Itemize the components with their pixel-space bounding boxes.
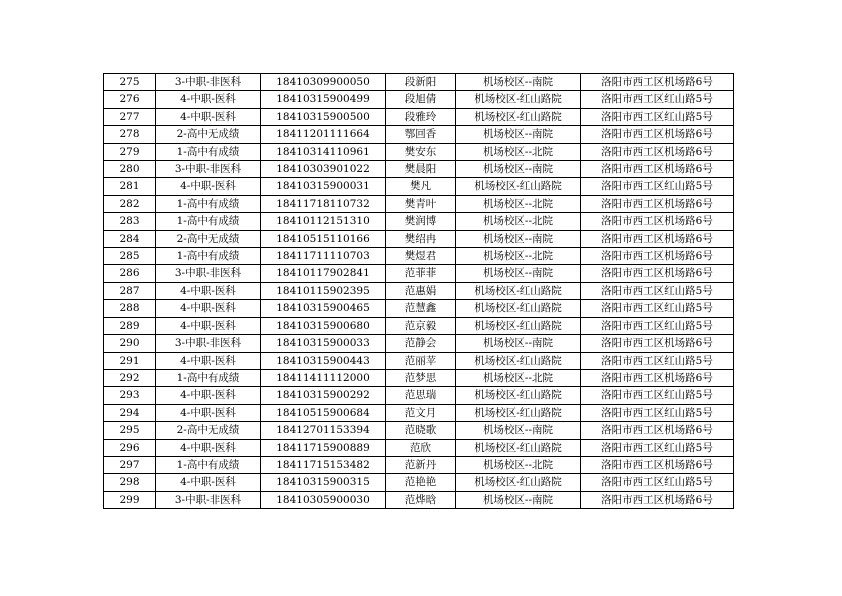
- address-cell: 洛阳市西工区红山路5号: [581, 300, 734, 317]
- student-name-cell: 范慧鑫: [386, 300, 456, 317]
- campus-cell: 机场校区--北院: [456, 213, 581, 230]
- table-row: [104, 282, 734, 299]
- row-number-cell: 279: [104, 143, 156, 160]
- student-name-cell: 范文月: [386, 404, 456, 421]
- exam-id-cell: 18410315900500: [261, 108, 386, 125]
- row-number-cell: 283: [104, 213, 156, 230]
- student-name-cell: 范艳艳: [386, 474, 456, 491]
- address-cell: 洛阳市西工区机场路6号: [581, 213, 734, 230]
- exam-id-cell: 18410112151310: [261, 213, 386, 230]
- address-cell: 洛阳市西工区红山路5号: [581, 317, 734, 334]
- exam-id-cell: 18410315900443: [261, 352, 386, 369]
- exam-id-cell: 18410315900315: [261, 474, 386, 491]
- campus-cell: 机场校区--南院: [456, 265, 581, 282]
- campus-cell: 机场校区--南院: [456, 74, 581, 91]
- campus-cell: 机场校区-红山路院: [456, 474, 581, 491]
- address-cell: 洛阳市西工区机场路6号: [581, 369, 734, 386]
- exam-id-cell: 18410315900033: [261, 335, 386, 352]
- exam-id-cell: 18411201111664: [261, 126, 386, 143]
- table-row: [104, 335, 734, 352]
- row-number-cell: 280: [104, 161, 156, 178]
- row-number-cell: 284: [104, 230, 156, 247]
- campus-cell: 机场校区-红山路院: [456, 439, 581, 456]
- campus-cell: 机场校区-红山路院: [456, 108, 581, 125]
- campus-cell: 机场校区-红山路院: [456, 178, 581, 195]
- address-cell: 洛阳市西工区红山路5号: [581, 91, 734, 108]
- exam-id-cell: 18410515900684: [261, 404, 386, 421]
- student-type-cell: 1-高中有成绩: [156, 195, 261, 212]
- student-name-cell: 樊润博: [386, 213, 456, 230]
- student-type-cell: 4-中职-医科: [156, 300, 261, 317]
- address-cell: 洛阳市西工区机场路6号: [581, 230, 734, 247]
- table-row: [104, 265, 734, 282]
- campus-cell: 机场校区--北院: [456, 195, 581, 212]
- student-type-cell: 3-中职-非医科: [156, 335, 261, 352]
- row-number-cell: 295: [104, 422, 156, 439]
- row-number-cell: 282: [104, 195, 156, 212]
- exam-id-cell: 18411718110732: [261, 195, 386, 212]
- student-type-cell: 1-高中有成绩: [156, 143, 261, 160]
- student-type-cell: 2-高中无成绩: [156, 422, 261, 439]
- student-name-cell: 范静会: [386, 335, 456, 352]
- address-cell: 洛阳市西工区红山路5号: [581, 404, 734, 421]
- student-name-cell: 段雅玲: [386, 108, 456, 125]
- row-number-cell: 289: [104, 317, 156, 334]
- exam-id-cell: 18412701153394: [261, 422, 386, 439]
- student-name-cell: 范丽苹: [386, 352, 456, 369]
- student-roster-table: [103, 73, 734, 509]
- campus-cell: 机场校区--北院: [456, 248, 581, 265]
- exam-id-cell: 18411711110703: [261, 248, 386, 265]
- table-row: [104, 439, 734, 456]
- student-type-cell: 4-中职-医科: [156, 108, 261, 125]
- student-type-cell: 1-高中有成绩: [156, 369, 261, 386]
- student-type-cell: 1-高中有成绩: [156, 213, 261, 230]
- campus-cell: 机场校区-红山路院: [456, 352, 581, 369]
- table-row: [104, 195, 734, 212]
- table-row: [104, 422, 734, 439]
- exam-id-cell: 18410309900050: [261, 74, 386, 91]
- exam-id-cell: 18410315900499: [261, 91, 386, 108]
- table-row: [104, 126, 734, 143]
- table-row: [104, 404, 734, 421]
- row-number-cell: 299: [104, 491, 156, 508]
- table-row: [104, 91, 734, 108]
- student-type-cell: 4-中职-医科: [156, 474, 261, 491]
- address-cell: 洛阳市西工区红山路5号: [581, 178, 734, 195]
- campus-cell: 机场校区-红山路院: [456, 300, 581, 317]
- row-number-cell: 287: [104, 282, 156, 299]
- campus-cell: 机场校区--南院: [456, 126, 581, 143]
- table-row: [104, 143, 734, 160]
- campus-cell: 机场校区--南院: [456, 230, 581, 247]
- student-type-cell: 1-高中有成绩: [156, 456, 261, 473]
- student-name-cell: 樊凡: [386, 178, 456, 195]
- student-type-cell: 3-中职-非医科: [156, 265, 261, 282]
- student-name-cell: 范梦思: [386, 369, 456, 386]
- table-row: [104, 161, 734, 178]
- exam-id-cell: 18410315900465: [261, 300, 386, 317]
- table-row: [104, 213, 734, 230]
- row-number-cell: 291: [104, 352, 156, 369]
- student-name-cell: 鄂回香: [386, 126, 456, 143]
- address-cell: 洛阳市西工区红山路5号: [581, 439, 734, 456]
- address-cell: 洛阳市西工区机场路6号: [581, 265, 734, 282]
- campus-cell: 机场校区--南院: [456, 491, 581, 508]
- table-row: [104, 74, 734, 91]
- campus-cell: 机场校区-红山路院: [456, 282, 581, 299]
- student-name-cell: 段新阳: [386, 74, 456, 91]
- campus-cell: 机场校区--南院: [456, 161, 581, 178]
- exam-id-cell: 18410305900030: [261, 491, 386, 508]
- address-cell: 洛阳市西工区机场路6号: [581, 491, 734, 508]
- student-type-cell: 2-高中无成绩: [156, 230, 261, 247]
- exam-id-cell: 18410314110961: [261, 143, 386, 160]
- address-cell: 洛阳市西工区机场路6号: [581, 335, 734, 352]
- student-type-cell: 3-中职-非医科: [156, 74, 261, 91]
- row-number-cell: 281: [104, 178, 156, 195]
- campus-cell: 机场校区-红山路院: [456, 91, 581, 108]
- row-number-cell: 286: [104, 265, 156, 282]
- table-row: [104, 352, 734, 369]
- student-type-cell: 4-中职-医科: [156, 317, 261, 334]
- table-row: [104, 248, 734, 265]
- student-type-cell: 4-中职-医科: [156, 352, 261, 369]
- row-number-cell: 278: [104, 126, 156, 143]
- student-type-cell: 4-中职-医科: [156, 178, 261, 195]
- row-number-cell: 276: [104, 91, 156, 108]
- table-row: [104, 178, 734, 195]
- table-row: [104, 387, 734, 404]
- address-cell: 洛阳市西工区机场路6号: [581, 161, 734, 178]
- row-number-cell: 298: [104, 474, 156, 491]
- student-name-cell: 段旭倩: [386, 91, 456, 108]
- address-cell: 洛阳市西工区机场路6号: [581, 74, 734, 91]
- student-type-cell: 4-中职-医科: [156, 387, 261, 404]
- campus-cell: 机场校区--南院: [456, 422, 581, 439]
- student-name-cell: 樊青叶: [386, 195, 456, 212]
- student-name-cell: 樊绍冉: [386, 230, 456, 247]
- student-name-cell: 范晓歌: [386, 422, 456, 439]
- row-number-cell: 277: [104, 108, 156, 125]
- exam-id-cell: 18410117902841: [261, 265, 386, 282]
- address-cell: 洛阳市西工区红山路5号: [581, 387, 734, 404]
- address-cell: 洛阳市西工区机场路6号: [581, 143, 734, 160]
- student-name-cell: 范思瑞: [386, 387, 456, 404]
- student-name-cell: 范欣: [386, 439, 456, 456]
- row-number-cell: 288: [104, 300, 156, 317]
- address-cell: 洛阳市西工区机场路6号: [581, 195, 734, 212]
- row-number-cell: 296: [104, 439, 156, 456]
- student-type-cell: 3-中职-非医科: [156, 491, 261, 508]
- row-number-cell: 293: [104, 387, 156, 404]
- table-row: [104, 474, 734, 491]
- student-type-cell: 2-高中无成绩: [156, 126, 261, 143]
- table-row: [104, 456, 734, 473]
- student-name-cell: 樊煜君: [386, 248, 456, 265]
- campus-cell: 机场校区-红山路院: [456, 387, 581, 404]
- exam-id-cell: 18410315900680: [261, 317, 386, 334]
- student-type-cell: 4-中职-医科: [156, 91, 261, 108]
- table-row: [104, 369, 734, 386]
- row-number-cell: 294: [104, 404, 156, 421]
- campus-cell: 机场校区--南院: [456, 335, 581, 352]
- student-type-cell: 3-中职-非医科: [156, 161, 261, 178]
- row-number-cell: 292: [104, 369, 156, 386]
- row-number-cell: 297: [104, 456, 156, 473]
- row-number-cell: 285: [104, 248, 156, 265]
- address-cell: 洛阳市西工区机场路6号: [581, 456, 734, 473]
- table-row: [104, 230, 734, 247]
- address-cell: 洛阳市西工区机场路6号: [581, 422, 734, 439]
- exam-id-cell: 18410315900292: [261, 387, 386, 404]
- student-type-cell: 4-中职-医科: [156, 404, 261, 421]
- campus-cell: 机场校区--北院: [456, 143, 581, 160]
- row-number-cell: 290: [104, 335, 156, 352]
- exam-id-cell: 18411715153482: [261, 456, 386, 473]
- table-row: [104, 317, 734, 334]
- student-name-cell: 范新丹: [386, 456, 456, 473]
- roster-body: [104, 74, 734, 509]
- address-cell: 洛阳市西工区红山路5号: [581, 352, 734, 369]
- exam-id-cell: 18410315900031: [261, 178, 386, 195]
- address-cell: 洛阳市西工区红山路5号: [581, 474, 734, 491]
- student-name-cell: 范烨晗: [386, 491, 456, 508]
- campus-cell: 机场校区--北院: [456, 456, 581, 473]
- student-type-cell: 1-高中有成绩: [156, 248, 261, 265]
- student-name-cell: 范惠娟: [386, 282, 456, 299]
- exam-id-cell: 18410115902395: [261, 282, 386, 299]
- table-row: [104, 491, 734, 508]
- student-name-cell: 范菲菲: [386, 265, 456, 282]
- campus-cell: 机场校区-红山路院: [456, 404, 581, 421]
- exam-id-cell: 18410303901022: [261, 161, 386, 178]
- exam-id-cell: 18411715900889: [261, 439, 386, 456]
- table-row: [104, 108, 734, 125]
- student-name-cell: 樊安东: [386, 143, 456, 160]
- student-name-cell: 樊晨阳: [386, 161, 456, 178]
- row-number-cell: 275: [104, 74, 156, 91]
- address-cell: 洛阳市西工区红山路5号: [581, 108, 734, 125]
- exam-id-cell: 18411411112000: [261, 369, 386, 386]
- address-cell: 洛阳市西工区红山路5号: [581, 282, 734, 299]
- exam-id-cell: 18410515110166: [261, 230, 386, 247]
- address-cell: 洛阳市西工区机场路6号: [581, 126, 734, 143]
- student-type-cell: 4-中职-医科: [156, 282, 261, 299]
- campus-cell: 机场校区-红山路院: [456, 317, 581, 334]
- campus-cell: 机场校区--北院: [456, 369, 581, 386]
- address-cell: 洛阳市西工区机场路6号: [581, 248, 734, 265]
- table-row: [104, 300, 734, 317]
- student-type-cell: 4-中职-医科: [156, 439, 261, 456]
- student-name-cell: 范京毅: [386, 317, 456, 334]
